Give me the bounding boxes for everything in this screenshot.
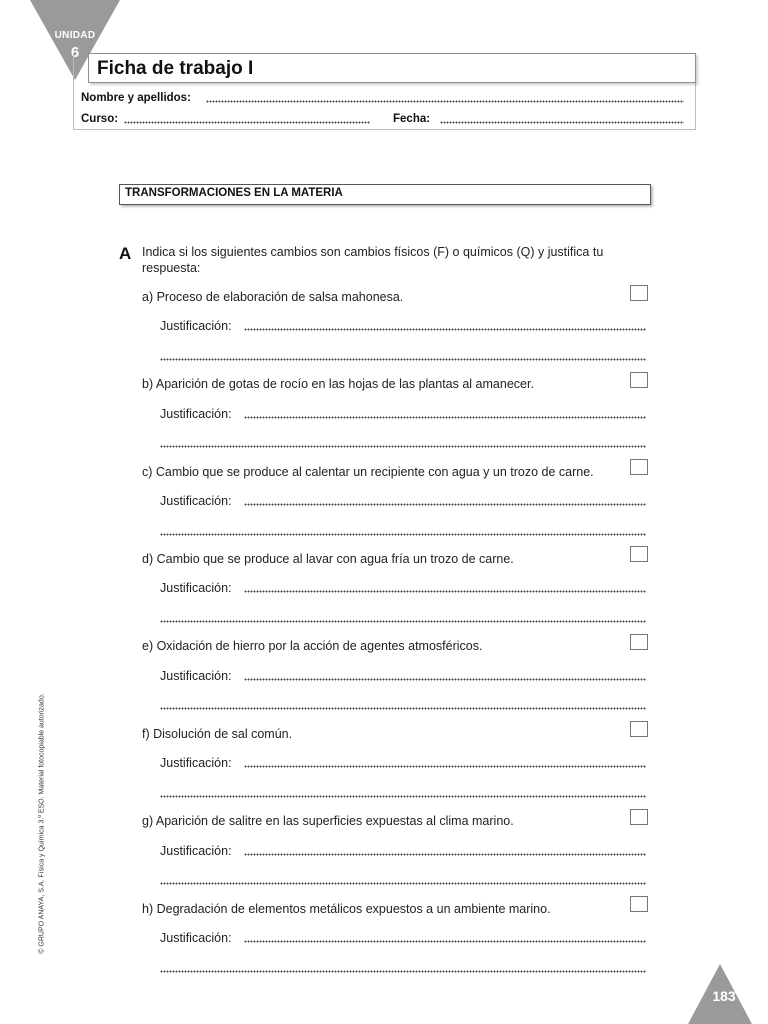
item-c-text: c) Cambio que se produce al calentar un recipiente con agua y un trozo de carne. [142, 465, 594, 479]
item-g-text: g) Aparición de salitre en las superficies expuestas al clima marino. [142, 814, 514, 828]
item-f-text: f) Disolución de sal común. [142, 727, 293, 741]
copyright-credit: © GRUPO ANAYA, S.A. Física y Química 3.º ESO. Material fotocopiable autorizado. [38, 693, 46, 954]
item-e-justification-line-2[interactable] [160, 707, 646, 710]
item-f-answer-box[interactable] [630, 721, 648, 737]
section-title: TRANSFORMACIONES EN LA MATERIA [125, 187, 343, 199]
date-field-label: Fecha: [393, 113, 431, 125]
item-h-answer-box[interactable] [630, 896, 648, 912]
unit-number: 6 [70, 44, 80, 61]
item-b-justification-line-1[interactable] [244, 416, 646, 419]
item-d-justification-line-1[interactable] [244, 590, 646, 593]
item-b-justification-label: Justificación: [160, 407, 232, 421]
question-letter: A [119, 244, 132, 263]
item-a-text: a) Proceso de elaboración de salsa mahonesa. [142, 290, 404, 304]
page-number: 183 [712, 988, 736, 1004]
item-b-answer-box[interactable] [630, 372, 648, 388]
item-g-justification-label: Justificación: [160, 844, 232, 858]
item-g-justification-line-1[interactable] [244, 853, 646, 856]
item-d-answer-box[interactable] [630, 546, 648, 562]
item-d-justification-label: Justificación: [160, 581, 232, 595]
item-g-justification-line-2[interactable] [160, 882, 646, 885]
item-f-justification-line-2[interactable] [160, 795, 646, 798]
item-b-text: b) Aparición de gotas de rocío en las hojas de las plantas al amanecer. [142, 377, 534, 391]
item-e-answer-box[interactable] [630, 634, 648, 650]
item-e-text: e) Oxidación de hierro por la acción de agentes atmosféricos. [142, 639, 483, 653]
item-a-justification-line-1[interactable] [244, 328, 646, 331]
item-h-justification-line-1[interactable] [244, 940, 646, 943]
item-c-justification-label: Justificación: [160, 494, 232, 508]
item-f-justification-label: Justificación: [160, 756, 232, 770]
item-e-justification-line-1[interactable] [244, 678, 646, 681]
item-a-answer-box[interactable] [630, 285, 648, 301]
item-d-text: d) Cambio que se produce al lavar con agua fría un trozo de carne. [142, 552, 514, 566]
item-c-answer-box[interactable] [630, 459, 648, 475]
item-f-justification-line-1[interactable] [244, 765, 646, 768]
item-b-justification-line-2[interactable] [160, 445, 646, 448]
item-h-justification-line-2[interactable] [160, 970, 646, 973]
item-c-justification-line-2[interactable] [160, 533, 646, 536]
worksheet-title: Ficha de trabajo I [97, 58, 254, 79]
course-field-label: Curso: [81, 113, 119, 125]
question-text: Indica si los siguientes cambios son cambios físicos (F) o químicos (Q) y justifica tu respuesta: [142, 245, 604, 275]
item-e-justification-label: Justificación: [160, 669, 232, 683]
item-a-justification-label: Justificación: [160, 319, 232, 333]
item-d-justification-line-2[interactable] [160, 620, 646, 623]
item-c-justification-line-1[interactable] [244, 503, 646, 506]
item-a-justification-line-2[interactable] [160, 358, 646, 361]
name-field-line[interactable] [206, 100, 684, 103]
course-field-line[interactable] [124, 121, 370, 124]
item-h-text: h) Degradación de elementos metálicos expuestos a un ambiente marino. [142, 902, 551, 916]
date-field-line[interactable] [440, 121, 684, 124]
name-field-label: Nombre y apellidos: [81, 92, 191, 104]
unit-label: UNIDAD [54, 30, 96, 41]
item-h-justification-label: Justificación: [160, 931, 232, 945]
item-g-answer-box[interactable] [630, 809, 648, 825]
